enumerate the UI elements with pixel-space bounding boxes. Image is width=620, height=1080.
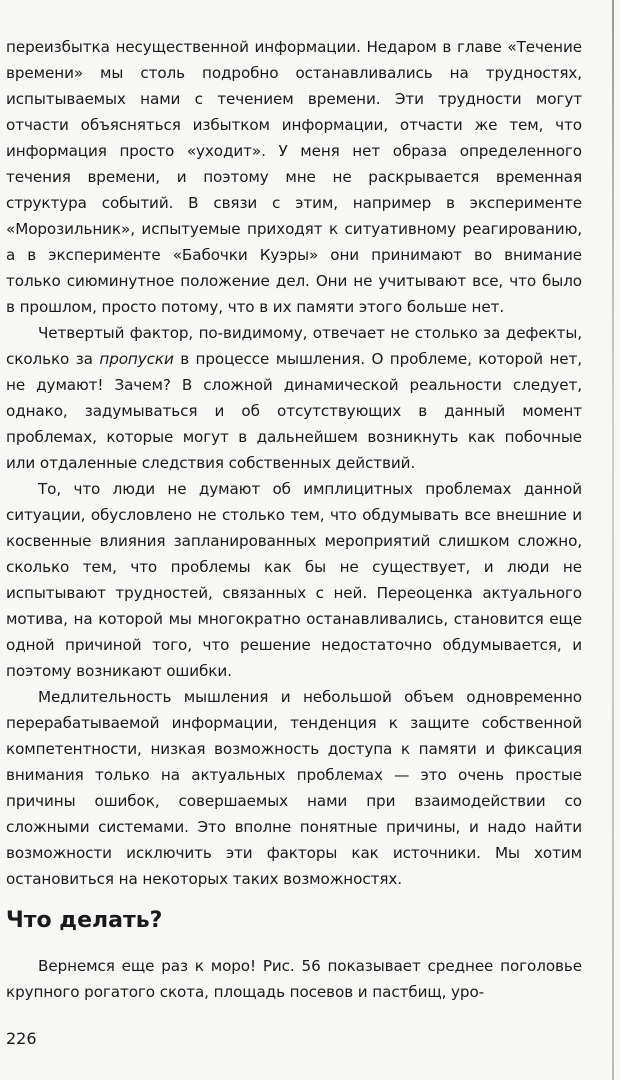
- body-text: [6, 34, 582, 892]
- paragraph-2-end: в процессе мышления. О проблеме, которой нет, не думают! Зачем? В сложной динамической реальности следует, однако, задумываться и об отсутствующих в данный момент проблемах, которые могут в дальнейшем возникнуть как побочные или отдаленные следствия собственных действий.: [6, 350, 582, 472]
- page-edge-shadow: [612, 0, 614, 1080]
- italic-term: пропуски: [99, 350, 174, 368]
- paragraph-1: переизбытка несущественной информации. Недаром в главе «Течение времени» мы столь подробно останавливались на трудностях, испытываемых нами с течением времени. Эти трудности могут отчасти объясняться избытком информации, отчасти же тем, что информация просто «уходит». У меня нет образа определенного течения времени, и поэтому мне не раскрывается временная структура событий. В связи с этим, например в эксперименте «Морозильник», испытуемые приходят к ситуативному реагированию, а в эксперименте «Бабочки Куэры» они принимают во внимание только сиюминутное положение дел. Они не учитывают все, что было в прошлом, просто потому, что в их памяти этого больше нет.: [6, 38, 582, 316]
- paragraph-2: [6, 320, 582, 476]
- section-heading: Что делать?: [6, 908, 163, 933]
- final-text: [6, 953, 582, 1005]
- paragraph-3: То, что люди не думают об имплицитных проблемах данной ситуации, обусловлено не столько тем, что обдумывать все внешние и косвенные влияния запланированных мероприятий слишком сложно, сколько тем, что проблемы как бы не существует, и люди не испытывают трудностей, связанных с ней. Переоценка актуального мотива, на которой мы многократно останавливались, становится еще одной причиной того, что решение недостаточно обдумывается, и поэтому возникают ошибки.: [6, 480, 582, 680]
- paragraph-5: Вернемся еще раз к моро! Рис. 56 показывает среднее поголовье крупного рогатого скота, площадь посевов и пастбищ, уро-: [6, 957, 582, 1001]
- page-number: 226: [6, 1029, 37, 1048]
- paragraph-2-start: Четвертый фактор, по-видимому, отвечает не столько за дефекты, сколько за: [6, 324, 582, 368]
- paragraph-4: Медлительность мышления и небольшой объем одновременно перерабатываемой информации, тенденция к защите собственной компетентности, низкая возможность доступа к памяти и фиксация внимания только на актуальных проблемах — это очень простые причины ошибок, совершаемых нами при взаимодействии со сложными системами. Это вполне понятные причины, и надо найти возможности исключить эти факторы как источники. Мы хотим остановиться на некоторых таких возможностях.: [6, 688, 582, 888]
